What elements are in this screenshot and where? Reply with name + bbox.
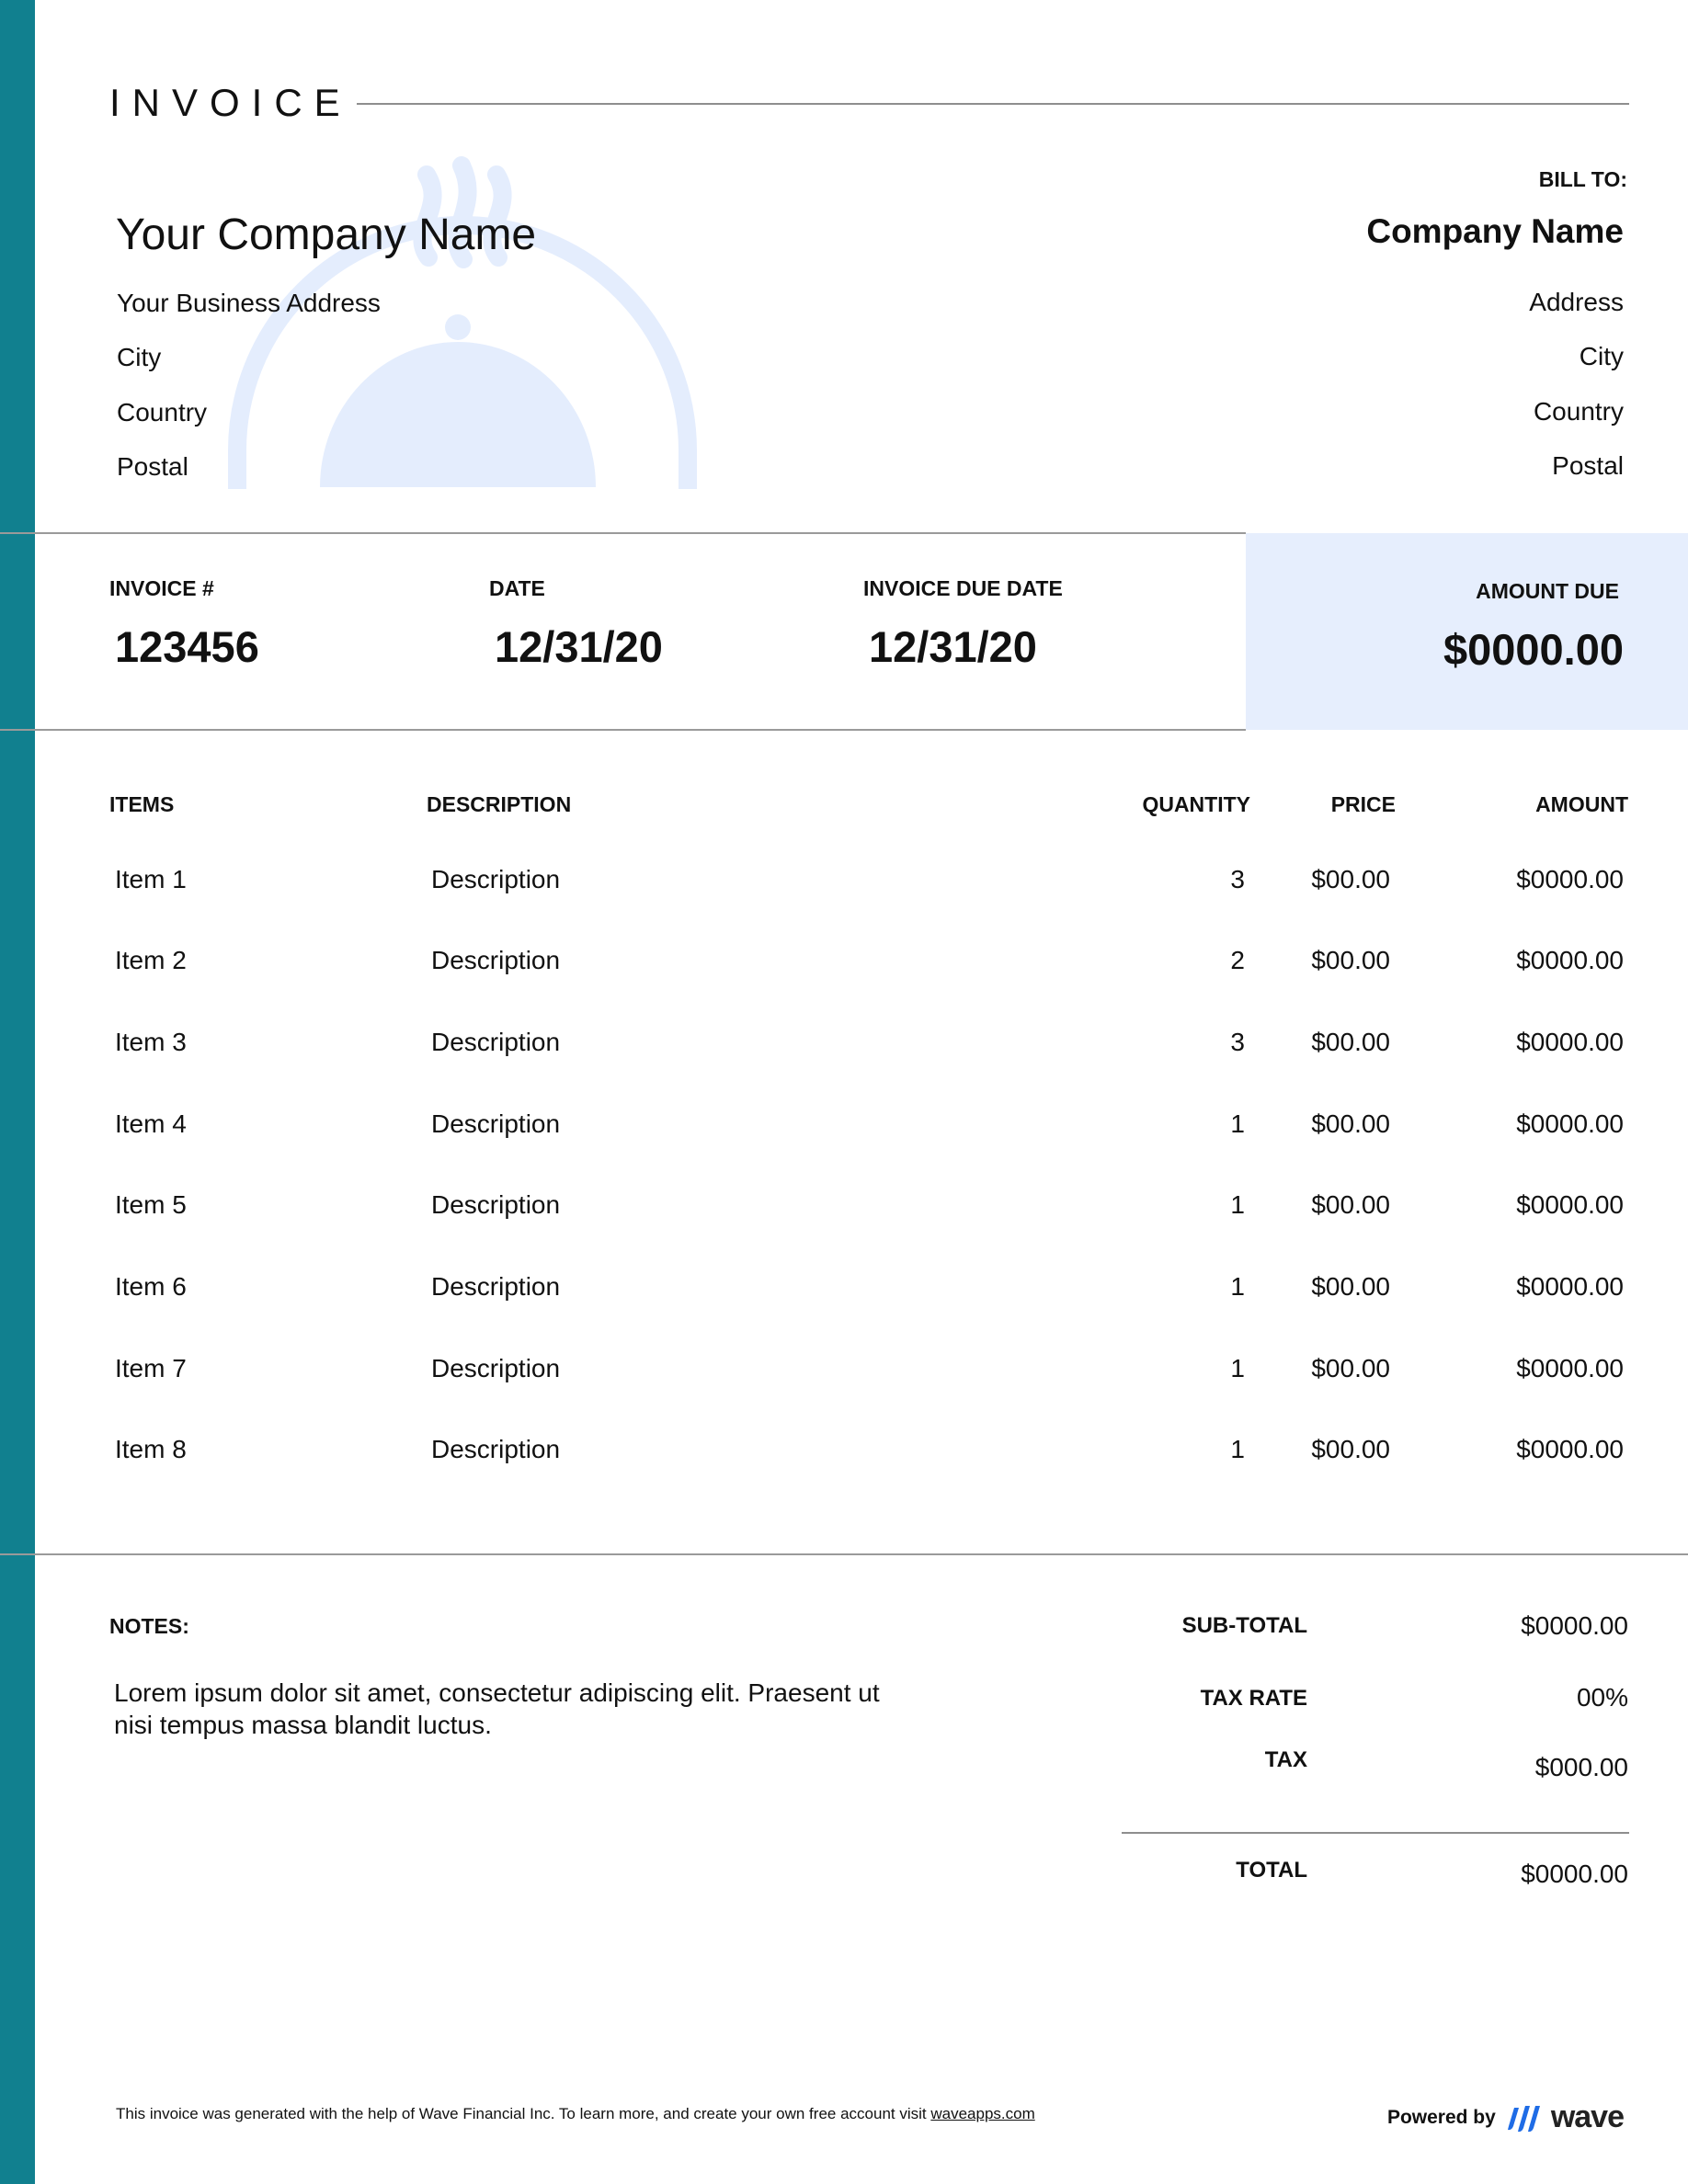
powered-by-label: Powered by xyxy=(1386,2106,1496,2128)
footer-text: This invoice was generated with the help of Wave Financial Inc. To learn more, and create your own free account visit xyxy=(116,2105,931,2122)
item-amount: $0000.00 xyxy=(1516,1190,1624,1219)
total-value: $0000.00 xyxy=(1521,1860,1628,1888)
item-description: Description xyxy=(431,1354,561,1382)
amount-due-value: $0000.00 xyxy=(1443,625,1624,674)
item-amount: $0000.00 xyxy=(1516,1272,1624,1301)
totals-divider xyxy=(1122,1832,1629,1834)
item-quantity: 1 xyxy=(1230,1272,1245,1301)
item-description: Description xyxy=(431,865,561,893)
meta-bottom-divider xyxy=(0,729,1246,731)
invoice-title: INVOICE xyxy=(109,81,352,124)
sidebar-accent-bar xyxy=(0,0,35,2184)
bill-to-country: Country xyxy=(1533,397,1624,426)
item-price: $00.00 xyxy=(1311,1272,1390,1301)
from-postal: Postal xyxy=(117,452,188,481)
item-amount: $0000.00 xyxy=(1516,865,1624,893)
from-company-name: Your Company Name xyxy=(116,210,537,259)
tax-value: $000.00 xyxy=(1534,1753,1628,1781)
due-date-label: INVOICE DUE DATE xyxy=(863,576,1063,600)
invoice-date: 12/31/20 xyxy=(495,622,663,671)
item-name: Item 6 xyxy=(115,1272,187,1301)
powered-by-wave xyxy=(1387,2099,1624,2135)
item-amount: $0000.00 xyxy=(1516,1435,1624,1463)
invoice-due-date: 12/31/20 xyxy=(869,622,1037,671)
item-description: Description xyxy=(431,1028,561,1056)
subtotal-label: SUB-TOTAL xyxy=(1181,1613,1307,1638)
item-quantity: 1 xyxy=(1230,1109,1245,1138)
bill-to-postal: Postal xyxy=(1552,451,1624,480)
item-name: Item 7 xyxy=(115,1354,187,1382)
item-amount: $0000.00 xyxy=(1516,1354,1624,1382)
item-description: Description xyxy=(431,946,561,974)
item-quantity: 1 xyxy=(1230,1354,1245,1382)
item-name: Item 8 xyxy=(115,1435,187,1463)
notes-label: NOTES: xyxy=(109,1614,189,1638)
col-header-description: DESCRIPTION xyxy=(427,792,572,816)
item-price: $00.00 xyxy=(1311,1435,1390,1463)
bill-to-label: BILL TO: xyxy=(1538,167,1627,191)
item-name: Item 2 xyxy=(115,946,187,974)
tax-rate-label: TAX RATE xyxy=(1200,1686,1307,1711)
tax-label: TAX xyxy=(1264,1747,1307,1772)
item-price: $00.00 xyxy=(1311,1028,1390,1056)
item-amount: $0000.00 xyxy=(1516,1109,1624,1138)
total-label: TOTAL xyxy=(1236,1858,1307,1883)
from-country: Country xyxy=(117,398,208,427)
title-divider xyxy=(357,103,1629,105)
waveapps-link[interactable]: waveapps.com xyxy=(930,2105,1035,2122)
item-price: $00.00 xyxy=(1311,1190,1390,1219)
tax-rate-value: 00% xyxy=(1576,1683,1628,1712)
from-city: City xyxy=(117,343,162,371)
item-quantity: 1 xyxy=(1230,1435,1245,1463)
table-row xyxy=(0,1027,1688,1082)
table-row xyxy=(0,1109,1688,1164)
item-quantity: 3 xyxy=(1230,865,1245,893)
item-quantity: 1 xyxy=(1230,1190,1245,1219)
item-quantity: 2 xyxy=(1230,946,1245,974)
item-price: $00.00 xyxy=(1311,946,1390,974)
bill-to-city: City xyxy=(1579,342,1624,370)
table-row xyxy=(0,1434,1688,1489)
table-row xyxy=(0,864,1688,919)
item-name: Item 4 xyxy=(115,1109,187,1138)
table-row xyxy=(0,1353,1688,1408)
subtotal-value: $0000.00 xyxy=(1521,1611,1628,1640)
item-name: Item 3 xyxy=(115,1028,187,1056)
date-label: DATE xyxy=(489,576,545,600)
item-name: Item 5 xyxy=(115,1190,187,1219)
item-amount: $0000.00 xyxy=(1516,946,1624,974)
item-quantity: 3 xyxy=(1230,1028,1245,1056)
amount-due-label: AMOUNT DUE xyxy=(1476,579,1619,603)
item-description: Description xyxy=(431,1272,561,1301)
table-row xyxy=(0,1189,1688,1245)
table-row xyxy=(0,1271,1688,1326)
col-header-amount: AMOUNT xyxy=(1535,792,1628,816)
wave-brand-wordmark: wave xyxy=(1550,2099,1624,2134)
col-header-items: ITEMS xyxy=(109,792,175,816)
item-price: $00.00 xyxy=(1311,1354,1390,1382)
wave-logo-icon xyxy=(1505,2102,1542,2133)
footer-note xyxy=(116,2104,1035,2124)
item-description: Description xyxy=(431,1435,561,1463)
bill-to-address: Address xyxy=(1529,288,1624,316)
col-header-quantity: QUANTITY xyxy=(1142,792,1250,816)
invoice-number: 123456 xyxy=(115,622,259,671)
item-amount: $0000.00 xyxy=(1516,1028,1624,1056)
table-row xyxy=(0,945,1688,1000)
from-address: Your Business Address xyxy=(117,289,381,317)
invoice-number-label: INVOICE # xyxy=(109,576,214,600)
item-price: $00.00 xyxy=(1311,865,1390,893)
item-description: Description xyxy=(431,1109,561,1138)
item-price: $00.00 xyxy=(1311,1109,1390,1138)
notes-text: Lorem ipsum dolor sit amet, consectetur adipiscing elit. Praesent ut nisi tempus massa blandit luctus. xyxy=(114,1678,880,1739)
col-header-price: PRICE xyxy=(1330,792,1396,816)
item-name: Item 1 xyxy=(115,865,187,893)
bill-to-company-name: Company Name xyxy=(1366,212,1624,250)
table-bottom-divider xyxy=(0,1553,1688,1555)
item-description: Description xyxy=(431,1190,561,1219)
meta-top-divider xyxy=(0,532,1246,534)
